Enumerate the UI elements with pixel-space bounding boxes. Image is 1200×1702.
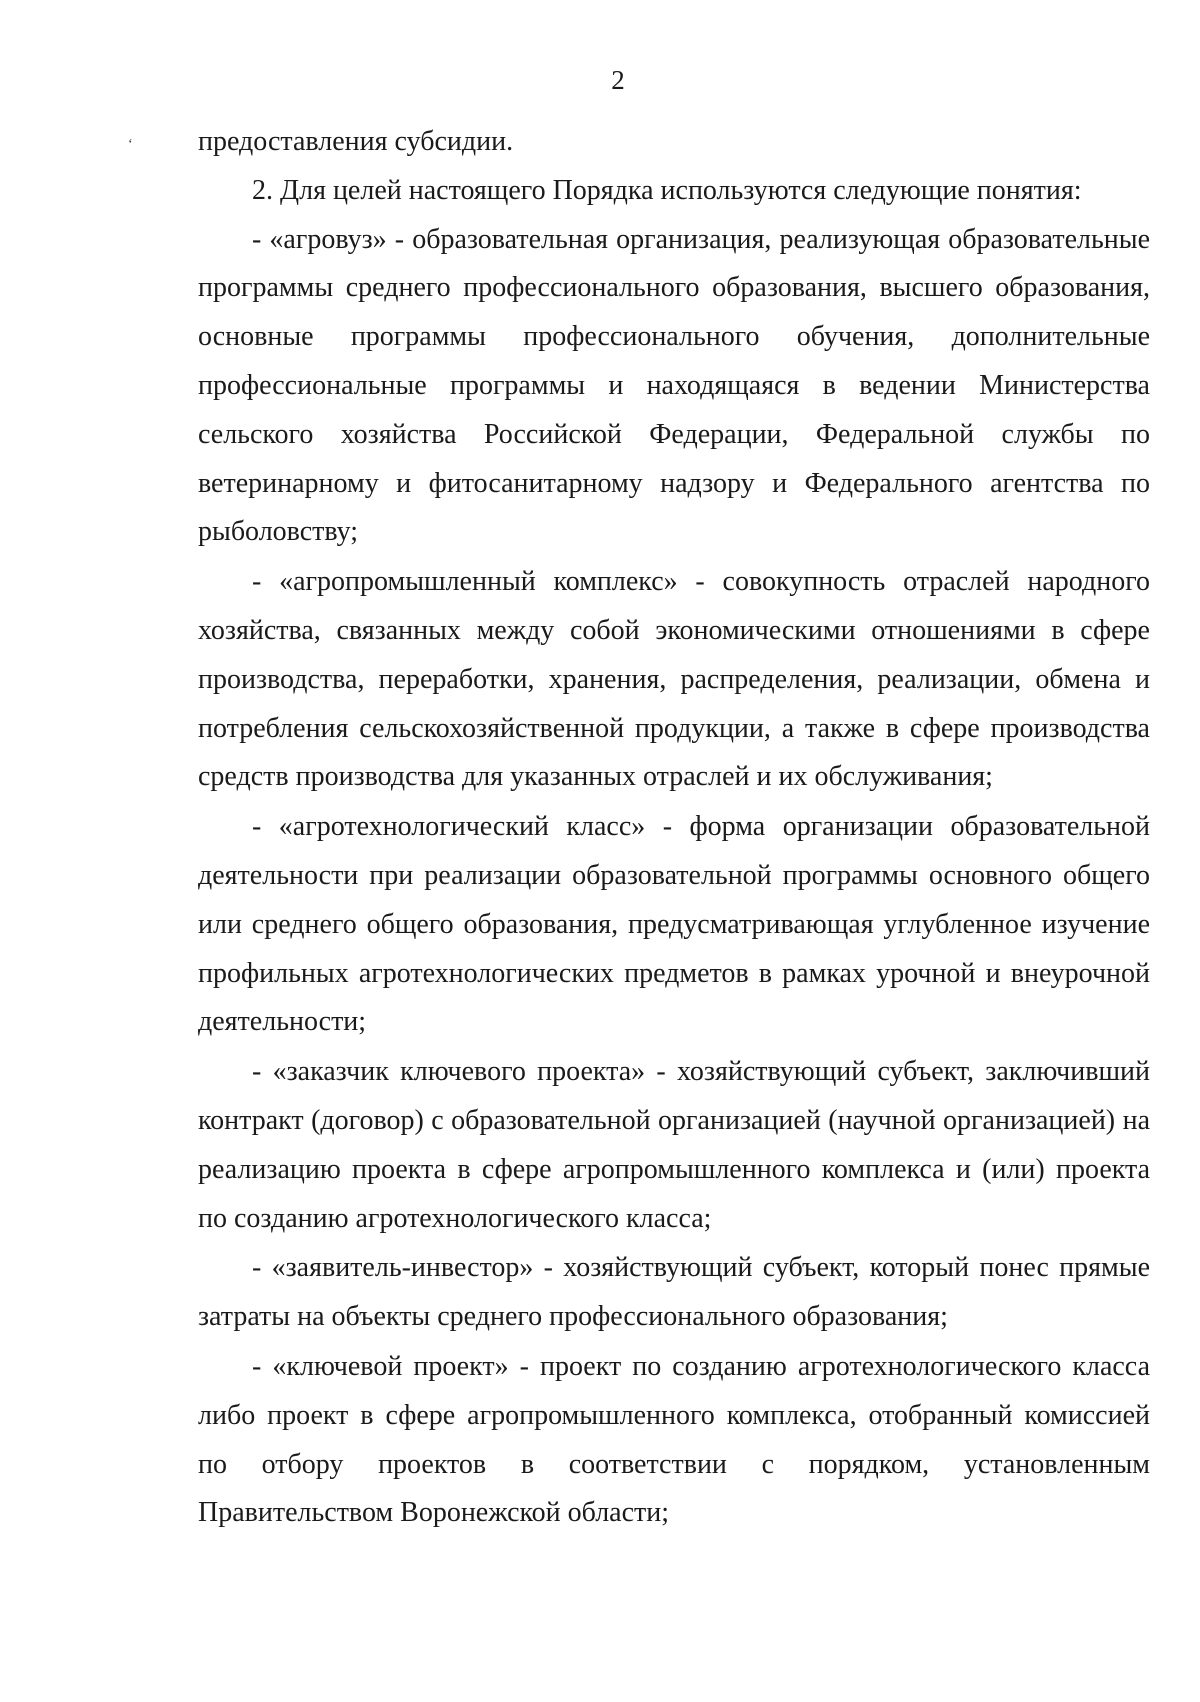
document-body	[198, 118, 1150, 1538]
paragraph-continuation: предоставления субсидии.	[198, 126, 514, 157]
definition-agrotech-class: - «агротехнологический класс» - форма организации образовательной деятельности при реализации образовательной программы основного общего или среднего общего образования, предусматривающая углубленное изучение профильных агротехнологических предметов в рамках урочной и внеурочной деятельности;	[198, 811, 1150, 1038]
definition-agro-industrial-complex: - «агропромышленный комплекс» - совокупность отраслей народного хозяйства, связанных между собой экономическими отношениями в сфере производства, переработки, хранения, распределения, реализации, обмена и потребления сельскохозяйственной продукции, а также в сфере производства средств производства для указанных отраслей и их обслуживания;	[198, 566, 1150, 793]
margin-mark: ‘	[128, 137, 133, 152]
page-number: 2	[611, 65, 625, 95]
definition-agrovuz: - «агровуз» - образовательная организация, реализующая образовательные программы среднего профессионального образования, высшего образования, основные программы профессионального обучения, дополнительные профессиональные программы и находящаяся в ведении Министерства сельского хозяйства Российской Федерации, Федеральной службы по ветеринарному и фитосанитарному надзору и Федерального агентства по рыболовству;	[198, 223, 1150, 548]
definition-key-project-customer: - «заказчик ключевого проекта» - хозяйствующий субъект, заключивший контракт (договор) с образовательной организацией (научной организацией) на реализацию проекта в сфере агропромышленного комплекса и (или) проекта по созданию агротехнологического класса;	[198, 1056, 1150, 1234]
definition-key-project: - «ключевой проект» - проект по созданию агротехнологического класса либо проект в сфере агропромышленного комплекса, отобранный комиссией по отбору проектов в соответствии с порядком, установленным Правительством Воронежской области;	[198, 1350, 1150, 1529]
paragraph-definitions-intro: 2. Для целей настоящего Порядка используются следующие понятия:	[252, 174, 1082, 206]
definition-applicant-investor: - «заявитель-инвестор» - хозяйствующий субъект, который понес прямые затраты на объекты среднего профессионального образования;	[198, 1252, 1150, 1333]
